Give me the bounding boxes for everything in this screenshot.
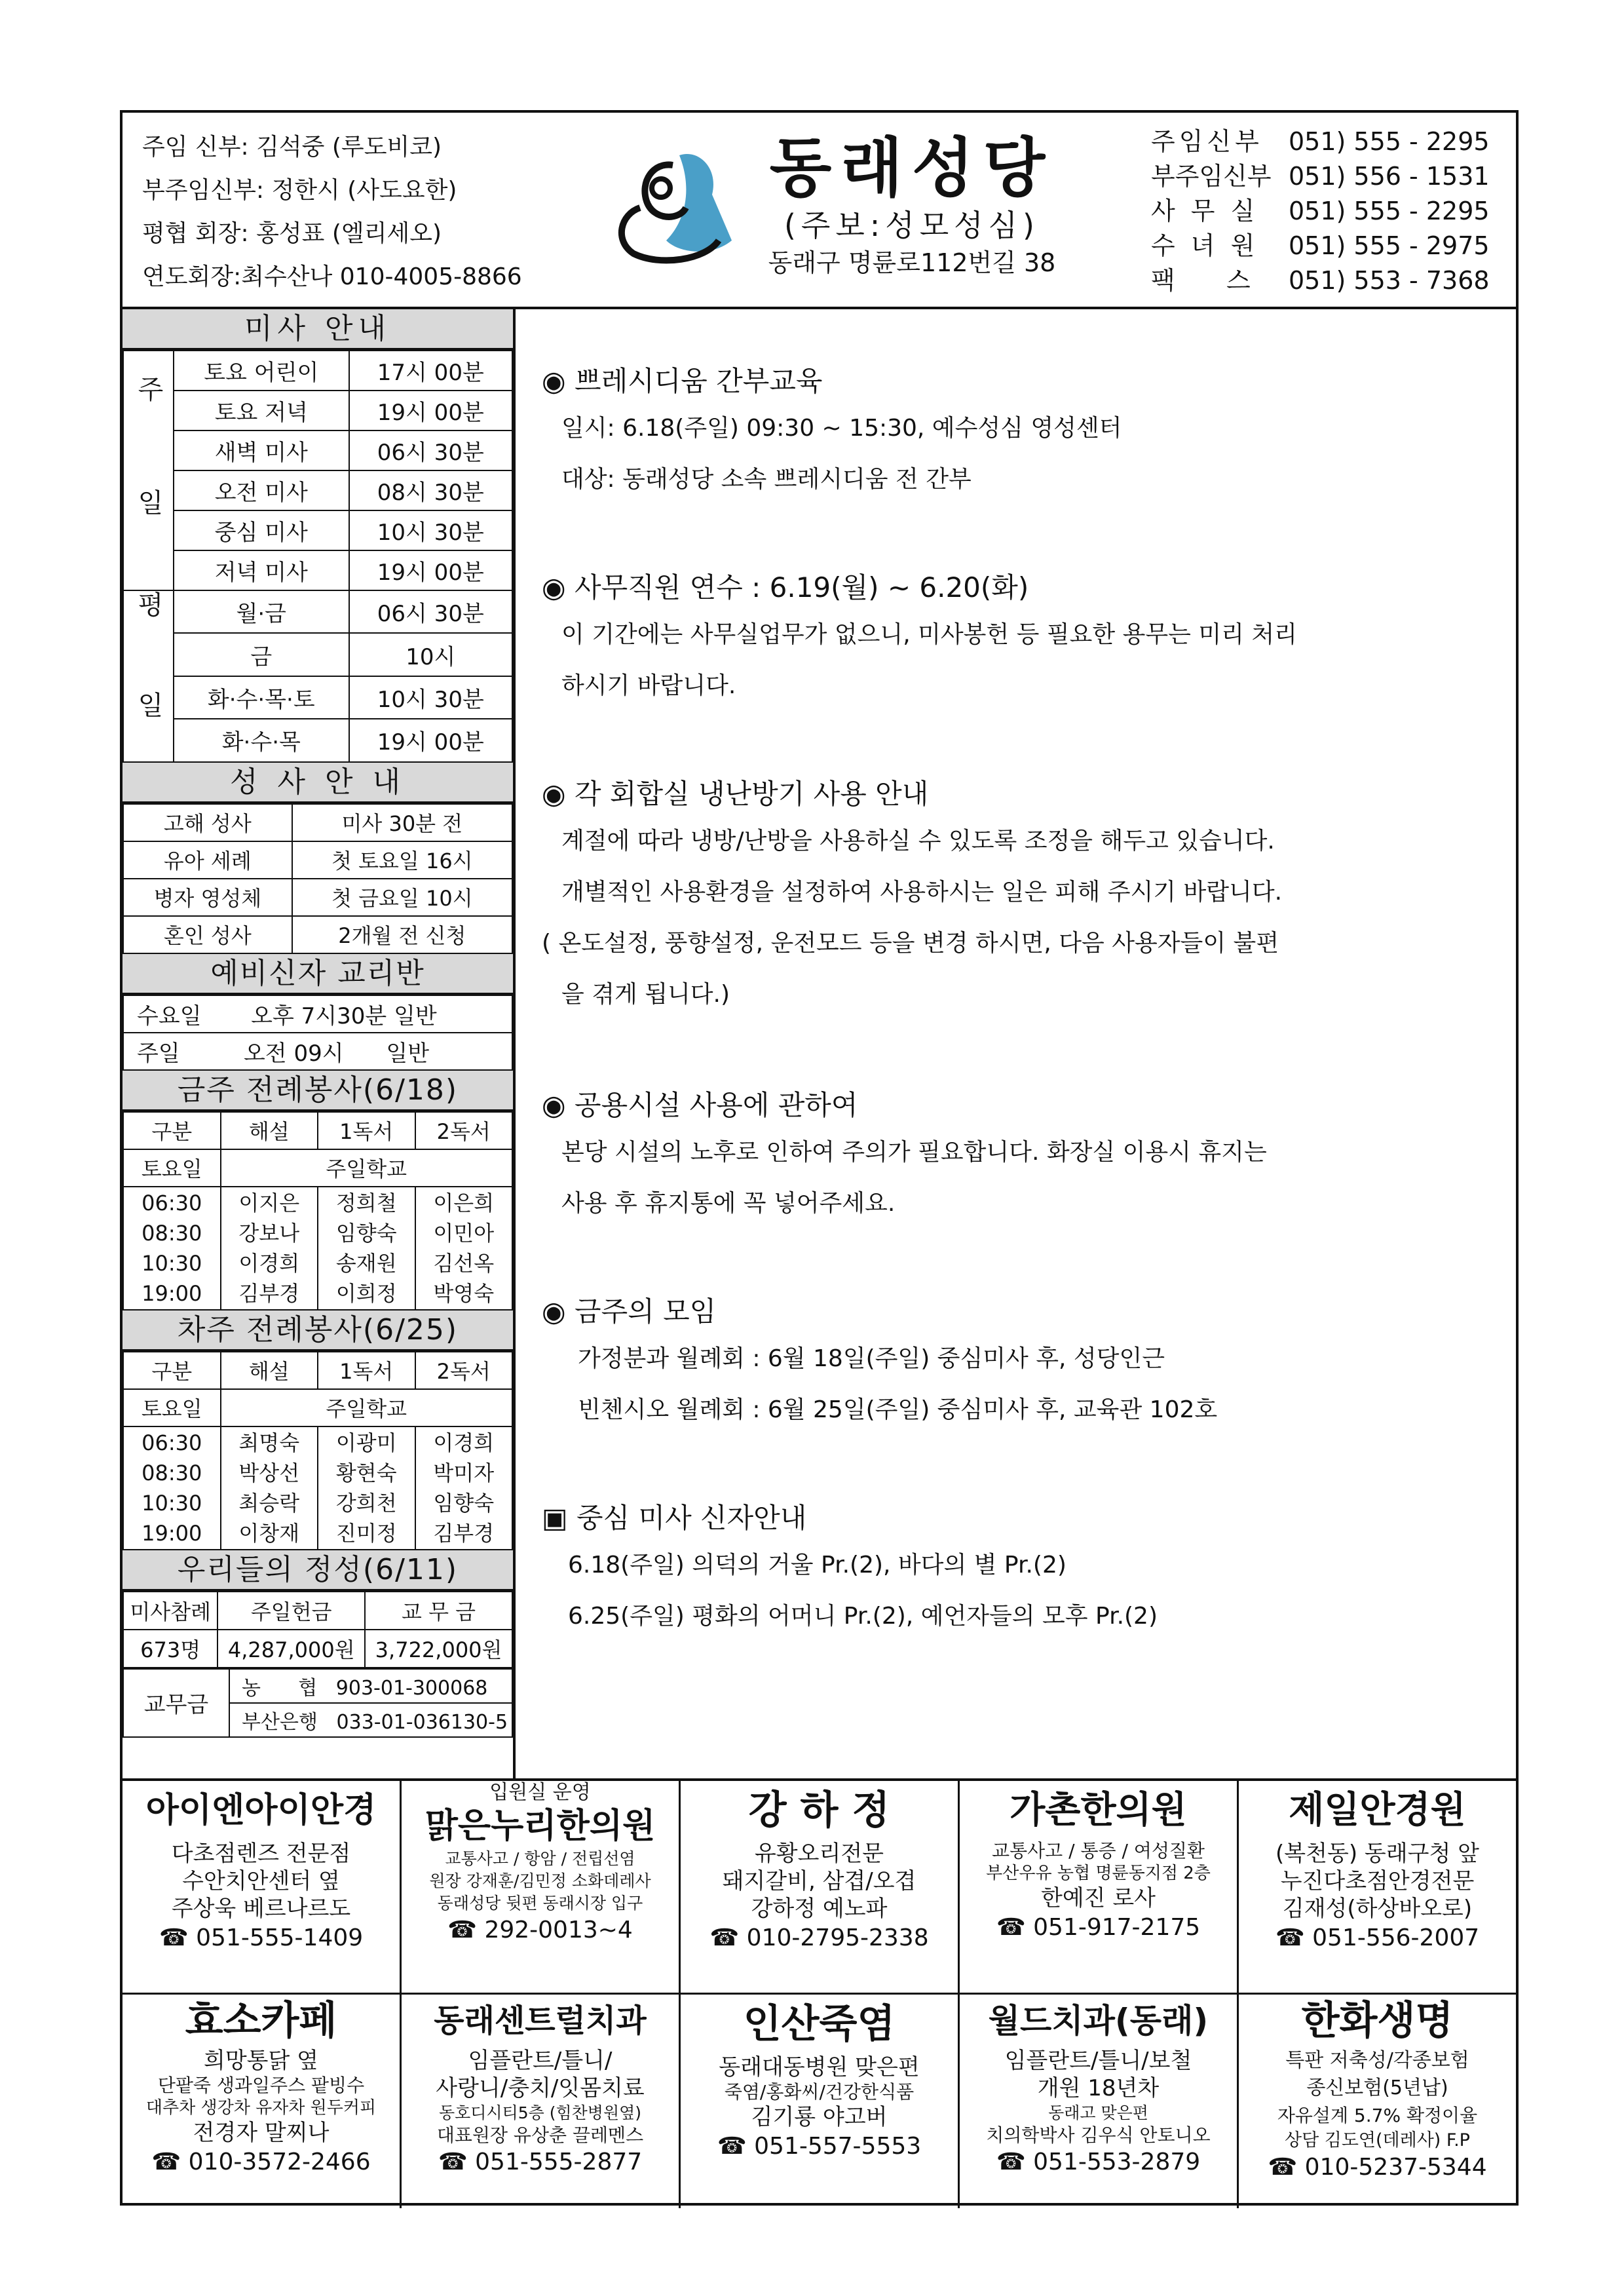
notice-heading: ▣ 중심 미사 신자안내 bbox=[542, 1502, 807, 1534]
ad-line: 전경자 말찌나 bbox=[193, 2120, 330, 2146]
col-header: 교 무 금 bbox=[365, 1592, 512, 1630]
ad-title: 인산죽염 bbox=[743, 2001, 896, 2047]
saturday-label: 토요일 bbox=[123, 1389, 221, 1426]
first-reading-names: 이광미 황현숙 강희천 진미정 bbox=[318, 1426, 415, 1550]
mass-name: 금 bbox=[174, 633, 349, 676]
service-times: 06:30 08:30 10:30 19:00 bbox=[123, 1187, 221, 1310]
ad-line: 개원 18년차 bbox=[1037, 2075, 1160, 2101]
notice-heading: ◉ 공용시설 사용에 관하여 bbox=[542, 1089, 858, 1121]
church-dues-value: 3,722,000원 bbox=[365, 1630, 512, 1668]
church-title bbox=[758, 132, 1066, 279]
ad-title: 가촌한의원 bbox=[1010, 1789, 1187, 1831]
sacrament-name: 고해 성사 bbox=[123, 804, 292, 841]
ad-title: 효소카페 bbox=[185, 1998, 337, 2044]
col-header: 해설 bbox=[221, 1112, 318, 1149]
ad-title: 월드치과(동래) bbox=[988, 2002, 1209, 2040]
ad-line: 주상욱 베르나르도 bbox=[171, 1896, 351, 1922]
sacrament-name: 혼인 성사 bbox=[123, 916, 292, 953]
ad-phone: ☎ 051-555-2877 bbox=[438, 2149, 643, 2175]
ad-phone: ☎ 292-0013~4 bbox=[447, 1917, 633, 1943]
bank-account: 부산은행 033-01-036130-5 bbox=[229, 1703, 512, 1737]
contact-phone: 051) 555 - 2975 bbox=[1289, 231, 1490, 260]
contact-row bbox=[1151, 124, 1505, 159]
col-header: 주일헌금 bbox=[217, 1592, 365, 1630]
contact-row bbox=[1151, 229, 1505, 263]
clergy-info bbox=[142, 126, 522, 299]
second-reading-names: 이은희 이민아 김선옥 박영숙 bbox=[415, 1187, 513, 1310]
notice-line: 본당 시설의 노후로 인하여 주의가 필요합니다. 화장실 이용시 휴지는 bbox=[561, 1139, 1267, 1166]
ad-box bbox=[123, 1995, 402, 2208]
offering-table bbox=[123, 1591, 513, 1668]
mass-time: 08시 30분 bbox=[349, 470, 512, 510]
sacrament-table bbox=[123, 803, 513, 954]
ad-phone: ☎ 010-2795-2338 bbox=[709, 1924, 929, 1951]
mass-name: 새벽 미사 bbox=[174, 430, 349, 470]
saturday-label: 토요일 bbox=[123, 1149, 221, 1187]
ad-box bbox=[402, 1995, 681, 2208]
notice-line: 대상: 동래성당 소속 쁘레시디움 전 간부 bbox=[561, 466, 972, 493]
notice-line: 6.25(주일) 평화의 어머니 Pr.(2), 예언자들의 모후 Pr.(2) bbox=[568, 1603, 1158, 1630]
ad-phone: ☎ 051-555-1409 bbox=[159, 1924, 364, 1951]
ad-line: 수안치안센터 옆 bbox=[182, 1868, 340, 1894]
ad-phone: ☎ 051-557-5553 bbox=[717, 2133, 922, 2160]
sacrament-title: 성 사 안 내 bbox=[123, 763, 513, 803]
contact-row bbox=[1151, 159, 1505, 194]
ad-line: 희망통닭 옆 bbox=[203, 2048, 319, 2074]
ad-title: 아이엔아이안경 bbox=[145, 1791, 377, 1830]
sunday-offering-value: 4,287,000원 bbox=[217, 1630, 365, 1668]
ad-line: 원장 강재훈/김민정 소화데레사 bbox=[429, 1871, 651, 1890]
col-header: 1독서 bbox=[318, 1352, 415, 1389]
sidebar bbox=[123, 309, 516, 1778]
notice-item bbox=[542, 568, 1297, 714]
ad-line: 특판 저축성/각종보험 bbox=[1285, 2049, 1469, 2072]
ad-title: 동래센트럴치과 bbox=[434, 2002, 647, 2039]
notice-heading: ◉ 금주의 모임 bbox=[542, 1295, 717, 1328]
notices bbox=[516, 309, 1519, 1778]
mass-name: 토요 저녁 bbox=[174, 391, 349, 430]
mass-name: 중심 미사 bbox=[174, 510, 349, 550]
notice-line: 가정분과 월례회 : 6월 18일(주일) 중심미사 후, 성당인근 bbox=[578, 1345, 1165, 1372]
notice-item bbox=[542, 362, 1122, 507]
ad-title: 맑은누리한의원 bbox=[425, 1807, 656, 1846]
sacrament-time: 첫 토요일 16시 bbox=[292, 841, 512, 879]
yeondo-president-line: 연도회장:최수산나 010-4005-8866 bbox=[142, 263, 522, 290]
sacrament-time: 미사 30분 전 bbox=[292, 804, 512, 841]
bank-table bbox=[123, 1668, 513, 1738]
catechumen-row: 수요일 오후 7시30분 일반 bbox=[123, 995, 512, 1033]
ad-box bbox=[1239, 1781, 1516, 1995]
first-reading-names: 정희철 임향숙 송재원 이희정 bbox=[318, 1187, 415, 1310]
ad-line: 돼지갈비, 삼겹/오겹 bbox=[722, 1868, 916, 1894]
ad-line: 자유설계 5.7% 확정이율 bbox=[1277, 2105, 1478, 2126]
weekday-label: 평 일 bbox=[123, 590, 174, 762]
ad-box bbox=[681, 1781, 960, 1995]
service-times: 06:30 08:30 10:30 19:00 bbox=[123, 1426, 221, 1550]
ad-line: 임플란트/틀니/ bbox=[468, 2048, 613, 2074]
notice-line: 개별적인 사용환경을 설정하여 사용하시는 일은 피해 주시기 바랍니다. bbox=[561, 879, 1283, 906]
col-header: 해설 bbox=[221, 1352, 318, 1389]
col-header: 구분 bbox=[123, 1352, 221, 1389]
church-name: 동래성당 bbox=[769, 131, 1055, 206]
col-header: 1독서 bbox=[318, 1112, 415, 1149]
bank-account: 농 협 903-01-300068 bbox=[229, 1669, 512, 1703]
contact-label: 주임신부 bbox=[1151, 127, 1263, 156]
col-header: 2독서 bbox=[415, 1352, 513, 1389]
sacrament-time: 첫 금요일 10시 bbox=[292, 879, 512, 916]
mass-time: 10시 30분 bbox=[349, 676, 512, 719]
catechumen-row: 주일 오전 09시 일반 bbox=[123, 1033, 512, 1070]
ad-box bbox=[123, 1781, 402, 1995]
ad-tagline: 입원실 운영 bbox=[489, 1781, 591, 1804]
ad-box bbox=[960, 1781, 1239, 1995]
mass-table bbox=[123, 350, 513, 763]
mass-name: 화·수·목·토 bbox=[174, 676, 349, 719]
contact-list bbox=[1151, 124, 1505, 298]
mass-name: 토요 어린이 bbox=[174, 351, 349, 391]
sunday-label: 주 일 bbox=[123, 351, 174, 590]
saturday-value: 주일학교 bbox=[221, 1149, 513, 1187]
ad-line: 부산우유 농협 명륜동지점 2층 bbox=[986, 1864, 1211, 1883]
advertisements bbox=[123, 1778, 1516, 2206]
ad-line: 대추차 생강차 유자차 원두커피 bbox=[145, 2098, 377, 2118]
ad-title: 강 하 정 bbox=[748, 1788, 890, 1833]
mass-time: 10시 30분 bbox=[349, 510, 512, 550]
contact-phone: 051) 555 - 2295 bbox=[1289, 127, 1490, 156]
notice-line: 일시: 6.18(주일) 09:30 ~ 15:30, 예수성심 영성센터 bbox=[561, 415, 1122, 442]
ad-phone: ☎ 010-5237-5344 bbox=[1268, 2154, 1487, 2181]
mass-time: 17시 00분 bbox=[349, 351, 512, 391]
ad-line: 상담 김도연(데레사) F.P bbox=[1285, 2130, 1470, 2151]
ad-line: (복천동) 동래구청 앞 bbox=[1275, 1841, 1479, 1867]
council-president-line: 평협 회장: 홍성표 (엘리세오) bbox=[142, 220, 442, 247]
second-reading-names: 이경희 박미자 임향숙 김부경 bbox=[415, 1426, 513, 1550]
ad-box bbox=[402, 1781, 681, 1995]
notice-line: 이 기간에는 사무실업무가 없으니, 미사봉헌 등 필요한 용무는 미리 처리 bbox=[561, 621, 1297, 648]
bulletin-page bbox=[120, 110, 1519, 2206]
service-this-week-table bbox=[123, 1111, 513, 1311]
contact-phone: 051) 555 - 2295 bbox=[1289, 197, 1490, 225]
catechumen-title: 예비신자 교리반 bbox=[123, 954, 513, 995]
notice-item bbox=[542, 1292, 1217, 1438]
ad-line: 동래고 맞은편 bbox=[1048, 2103, 1148, 2122]
notice-line: 하시기 바랍니다. bbox=[561, 672, 736, 699]
ad-box bbox=[1239, 1995, 1516, 2208]
ad-line: 대표원장 유상춘 끌레멘스 bbox=[436, 2124, 644, 2146]
mass-name: 월·금 bbox=[174, 590, 349, 633]
ad-line: 사랑니/충치/잇몸치료 bbox=[436, 2075, 645, 2101]
ad-line: 동호디시티5층 (힘찬병원옆) bbox=[438, 2103, 641, 2122]
mass-title: 미사 안내 bbox=[123, 309, 513, 350]
offering-title: 우리들의 정성(6/11) bbox=[123, 1550, 513, 1591]
contact-label: 수 녀 원 bbox=[1151, 231, 1259, 260]
ad-phone: ☎ 051-556-2007 bbox=[1275, 1924, 1480, 1951]
col-header: 구분 bbox=[123, 1112, 221, 1149]
service-this-week-title: 금주 전례봉사(6/18) bbox=[123, 1071, 513, 1111]
notice-item bbox=[542, 775, 1282, 1022]
ad-line: 동래대동병원 맞은편 bbox=[719, 2054, 920, 2080]
contact-phone: 051) 556 - 1531 bbox=[1289, 162, 1490, 191]
ad-line: 교통사고 / 항암 / 전립선염 bbox=[445, 1849, 635, 1868]
sacrament-name: 유아 세례 bbox=[123, 841, 292, 879]
ad-title: 한화생명 bbox=[1301, 1998, 1454, 2044]
ad-phone: ☎ 051-917-2175 bbox=[996, 1914, 1201, 1941]
contact-label: 사 무 실 bbox=[1151, 197, 1259, 225]
ad-line: 다초점렌즈 전문점 bbox=[171, 1841, 351, 1867]
pastor-line: 주임 신부: 김석중 (루도비코) bbox=[142, 134, 442, 161]
attendance-value: 673명 bbox=[123, 1630, 217, 1668]
contact-phone: 051) 553 - 7368 bbox=[1289, 266, 1490, 295]
service-next-week-title: 차주 전례봉사(6/25) bbox=[123, 1311, 513, 1351]
notice-line: 빈첸시오 월례회 : 6월 25일(주일) 중심미사 후, 교육관 102호 bbox=[578, 1396, 1218, 1423]
notice-item bbox=[542, 1499, 1158, 1644]
ad-line: 동래성당 뒷편 동래시장 입구 bbox=[437, 1894, 643, 1913]
church-logo-icon bbox=[601, 142, 745, 273]
mass-time: 19시 00분 bbox=[349, 391, 512, 430]
mass-time: 06시 30분 bbox=[349, 430, 512, 470]
mass-time: 06시 30분 bbox=[349, 590, 512, 633]
contact-label: 부주임신부 bbox=[1151, 162, 1272, 191]
contact-label: 팩 스 bbox=[1151, 266, 1255, 295]
notice-line: 을 겪게 됩니다.) bbox=[561, 981, 730, 1008]
mass-time: 10시 bbox=[349, 633, 512, 676]
notice-line: ( 온도설정, 풍향설정, 운전모드 등을 변경 하시면, 다음 사용자들이 불편 bbox=[542, 930, 1279, 957]
mass-time: 19시 00분 bbox=[349, 719, 512, 761]
ad-box bbox=[681, 1995, 960, 2208]
sacrament-time: 2개월 전 신청 bbox=[292, 916, 512, 953]
ad-phone: ☎ 051-553-2879 bbox=[996, 2149, 1201, 2175]
ad-phone: ☎ 010-3572-2466 bbox=[151, 2149, 371, 2175]
bank-label: 교무금 bbox=[123, 1669, 229, 1737]
ad-line: 죽염/홍화씨/건강한식품 bbox=[724, 2081, 915, 2103]
ad-line: 치의학박사 김우식 안토니오 bbox=[986, 2124, 1211, 2146]
ad-line: 단팥죽 생과일주스 팥빙수 bbox=[157, 2075, 365, 2096]
ad-line: 누진다초점안경전문 bbox=[1280, 1868, 1475, 1894]
contact-row bbox=[1151, 263, 1505, 298]
notice-line: 사용 후 휴지통에 꼭 넣어주세요. bbox=[561, 1190, 896, 1217]
ad-line: 김재성(하상바오로) bbox=[1282, 1896, 1473, 1922]
ad-box bbox=[960, 1995, 1239, 2208]
service-next-week-table bbox=[123, 1351, 513, 1550]
ad-line: 임플란트/틀니/보철 bbox=[1004, 2048, 1192, 2074]
ad-line: 교통사고 / 통증 / 여성질환 bbox=[992, 1840, 1205, 1862]
notice-line: 6.18(주일) 의덕의 거울 Pr.(2), 바다의 별 Pr.(2) bbox=[568, 1552, 1067, 1578]
commentator-names: 최명숙 박상선 최승락 이창재 bbox=[221, 1426, 318, 1550]
notice-heading: ◉ 각 회합실 냉난방기 사용 안내 bbox=[542, 778, 929, 810]
ad-line: 김기룡 야고버 bbox=[751, 2104, 888, 2130]
commentator-names: 이지은 강보나 이경희 김부경 bbox=[221, 1187, 318, 1310]
mass-name: 화·수·목 bbox=[174, 719, 349, 761]
header bbox=[123, 113, 1516, 309]
ad-line: 종신보험(5년납) bbox=[1306, 2076, 1448, 2099]
col-header: 미사참례 bbox=[123, 1592, 217, 1630]
notice-line: 계절에 따라 냉방/난방을 사용하실 수 있도록 조정을 해두고 있습니다. bbox=[561, 828, 1275, 854]
notice-heading: ◉ 쁘레시디움 간부교육 bbox=[542, 365, 823, 397]
col-header: 2독서 bbox=[415, 1112, 513, 1149]
ad-line: 유황오리전문 bbox=[754, 1841, 884, 1867]
contact-row bbox=[1151, 194, 1505, 229]
catechumen-table bbox=[123, 995, 513, 1071]
ad-title: 제일안경원 bbox=[1289, 1789, 1466, 1831]
church-address: 동래구 명륜로112번길 38 bbox=[768, 248, 1056, 277]
saturday-value: 주일학교 bbox=[221, 1389, 513, 1426]
mass-time: 19시 00분 bbox=[349, 550, 512, 590]
associate-pastor-line: 부주임신부: 정한시 (사도요한) bbox=[142, 177, 457, 204]
ad-line: 강하정 예노파 bbox=[751, 1896, 888, 1922]
mass-name: 오전 미사 bbox=[174, 470, 349, 510]
notice-item bbox=[542, 1086, 1267, 1231]
notice-heading: ◉ 사무직원 연수 : 6.19(월) ~ 6.20(화) bbox=[542, 571, 1029, 603]
mass-name: 저녁 미사 bbox=[174, 550, 349, 590]
sacrament-name: 병자 영성체 bbox=[123, 879, 292, 916]
bulletin-name: (주보:성모성심) bbox=[784, 208, 1040, 243]
ad-line: 한예진 로사 bbox=[1040, 1885, 1156, 1911]
